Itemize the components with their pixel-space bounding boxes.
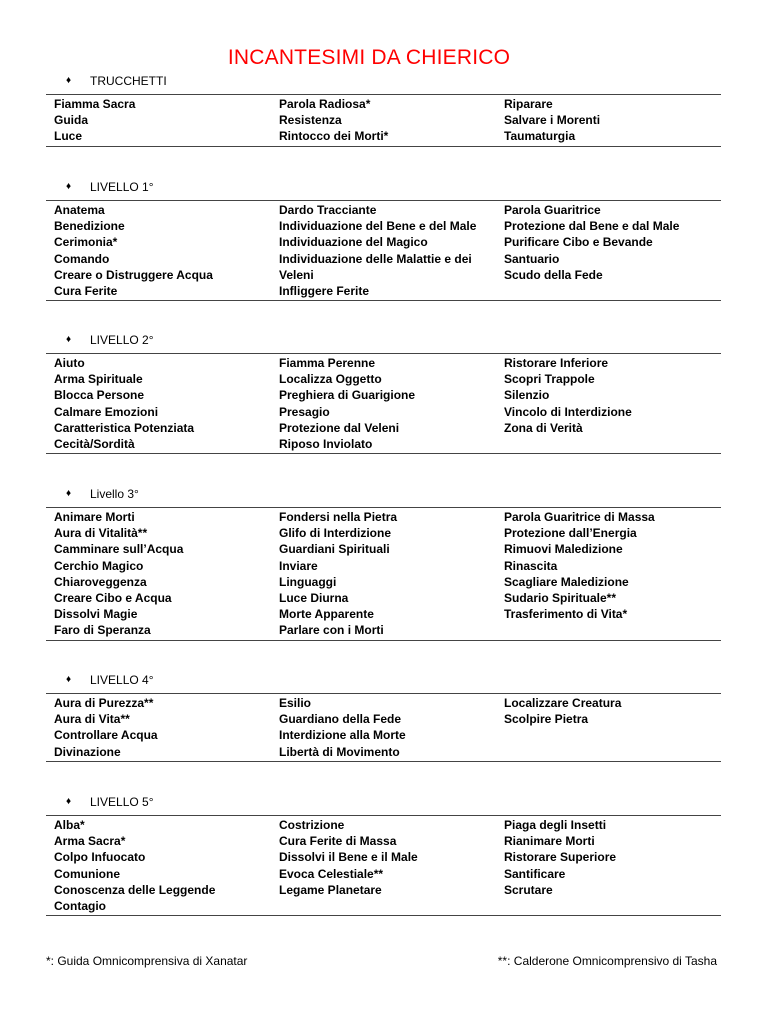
spell-table <box>46 200 721 301</box>
spell-column <box>46 202 271 299</box>
diamond-bullet-icon: ♦ <box>66 181 72 192</box>
spell-name: Vincolo di Interdizione <box>504 404 632 419</box>
spell-name: Taumaturgia <box>504 129 576 144</box>
footnote-xanatar: *: Guida Omnicomprensiva di Xanatar <box>46 954 248 968</box>
spell-name: Arma Sacra* <box>54 834 126 849</box>
spell-name: Scopri Trappole <box>504 372 595 387</box>
spell-name: Dissolvi Magie <box>54 607 138 622</box>
footnote-tasha: **: Calderone Omnicomprensivo di Tasha <box>497 954 717 968</box>
section-heading <box>66 484 721 504</box>
section-livello-3 <box>46 484 721 641</box>
section-heading <box>66 670 721 690</box>
spell-name: Trasferimento di Vita* <box>504 607 628 622</box>
spell-name: Aura di Purezza** <box>54 696 154 710</box>
spell-name: Comando <box>54 251 110 266</box>
spell-name: Alba* <box>54 818 85 832</box>
spell-name: Legame Planetare <box>279 882 382 897</box>
spell-name: Purificare Cibo e Bevande <box>504 235 653 250</box>
spell-name: Zona di Verità <box>504 420 583 435</box>
spell-column <box>46 695 271 760</box>
spell-name: Anatema <box>54 203 105 217</box>
spell-name: Riparare <box>504 97 553 111</box>
spell-name: Controllare Acqua <box>54 728 158 743</box>
spell-column <box>496 509 721 639</box>
spell-column <box>496 817 721 914</box>
spell-name: Creare Cibo e Acqua <box>54 591 172 606</box>
spell-name: Comunione <box>54 866 120 881</box>
spell-column <box>46 509 271 639</box>
spell-name: Rimuovi Maledizione <box>504 542 623 557</box>
section-livello-5 <box>46 792 721 916</box>
spell-name: Luce Diurna <box>279 591 349 606</box>
spell-name: Localizzare Creatura <box>504 696 622 710</box>
spell-name: Protezione dall’Energia <box>504 526 637 541</box>
section-heading-label: Livello 3° <box>90 487 139 501</box>
spell-name: Aura di Vitalità** <box>54 526 148 541</box>
section-heading <box>66 71 721 91</box>
section-heading-label: TRUCCHETTI <box>90 74 167 88</box>
spell-name: Dissolvi il Bene e il Male <box>279 850 418 865</box>
spell-name: Scudo della Fede <box>504 267 603 282</box>
spell-name: Parola Guaritrice <box>504 203 601 217</box>
spell-column <box>271 96 496 145</box>
spell-name: Aura di Vita** <box>54 712 130 727</box>
spell-name: Luce <box>54 129 83 144</box>
section-heading-label: LIVELLO 4° <box>90 673 154 687</box>
spell-name: Contagio <box>54 899 106 914</box>
spell-name: Morte Apparente <box>279 607 374 622</box>
spell-name: Fiamma Perenne <box>279 356 376 370</box>
spell-name: Protezione dal Veleni <box>279 420 400 435</box>
spell-name: Protezione dal Bene e dal Male <box>504 219 680 234</box>
spell-name: Parlare con i Morti <box>279 623 384 638</box>
spell-table <box>46 353 721 454</box>
spell-column <box>496 695 721 760</box>
spell-name: Scagliare Maledizione <box>504 574 629 589</box>
spell-name: Esilio <box>279 696 312 710</box>
spell-name: Cerchio Magico <box>54 558 144 573</box>
spell-name: Resistenza <box>279 113 342 128</box>
section-heading-label: LIVELLO 5° <box>90 795 154 809</box>
spell-name: Guardiani Spirituali <box>279 542 390 557</box>
spell-column <box>271 355 496 452</box>
spell-name: Rintocco dei Morti* <box>279 129 389 144</box>
spell-column <box>271 817 496 914</box>
spell-name: Parola Guaritrice di Massa <box>504 510 655 524</box>
section-livello-2 <box>46 330 721 454</box>
spell-name: Conoscenza delle Leggende <box>54 882 216 897</box>
spell-name: Preghiera di Guarigione <box>279 388 416 403</box>
diamond-bullet-icon: ♦ <box>66 674 72 685</box>
spell-name: Sudario Spirituale** <box>504 591 617 606</box>
spell-name: Glifo di Interdizione <box>279 526 391 541</box>
spell-name: Aiuto <box>54 356 85 370</box>
section-heading-label: LIVELLO 2° <box>90 333 154 347</box>
spell-name: Colpo Infuocato <box>54 850 146 865</box>
spell-name: Individuazione del Bene e del Male <box>279 219 477 234</box>
spell-name: Interdizione alla Morte <box>279 728 406 743</box>
spell-name: Divinazione <box>54 744 121 759</box>
spell-name: Dardo Tracciante <box>279 203 377 217</box>
spell-name: Guardiano della Fede <box>279 712 402 727</box>
section-heading <box>66 792 721 812</box>
spell-name: Ristorare Superiore <box>504 850 617 865</box>
section-livello-4 <box>46 670 721 762</box>
spell-name: Fiamma Sacra <box>54 97 136 111</box>
diamond-bullet-icon: ♦ <box>66 796 72 807</box>
spell-column <box>496 355 721 452</box>
diamond-bullet-icon: ♦ <box>66 334 72 345</box>
section-heading-label: LIVELLO 1° <box>90 180 154 194</box>
spell-name: Infliggere Ferite <box>279 284 370 299</box>
spell-name: Libertà di Movimento <box>279 744 400 759</box>
page-title: INCANTESIMI DA CHIERICO <box>227 46 511 69</box>
section-trucchetti <box>46 71 721 147</box>
spell-column <box>271 509 496 639</box>
spell-table <box>46 507 721 641</box>
spell-column <box>271 202 496 299</box>
spell-name: Salvare i Morenti <box>504 113 601 128</box>
spell-name: Silenzio <box>504 388 550 403</box>
spell-name: Faro di Speranza <box>54 623 151 638</box>
spell-name: Cecità/Sordità <box>54 437 135 452</box>
spell-column <box>46 817 271 914</box>
spell-name: Individuazione delle Malattie e dei Veleni <box>279 251 472 282</box>
spell-name: Riposo Inviolato <box>279 437 373 452</box>
spell-name: Evoca Celestiale** <box>279 866 384 881</box>
spell-name: Chiaroveggenza <box>54 574 147 589</box>
spell-column <box>496 202 721 299</box>
spell-name: Fondersi nella Pietra <box>279 510 398 524</box>
spell-name: Creare o Distruggere Acqua <box>54 267 213 282</box>
diamond-bullet-icon: ♦ <box>66 75 72 86</box>
spell-name: Calmare Emozioni <box>54 404 159 419</box>
spell-column <box>46 355 271 452</box>
spell-name: Arma Spirituale <box>54 372 143 387</box>
spell-name: Individuazione del Magico <box>279 235 428 250</box>
spell-name: Camminare sull’Acqua <box>54 542 184 557</box>
spell-name: Parola Radiosa* <box>279 97 371 111</box>
spell-table <box>46 94 721 147</box>
spell-name: Santificare <box>504 866 566 881</box>
spell-name: Cerimonia* <box>54 235 118 250</box>
section-heading <box>66 330 721 350</box>
diamond-bullet-icon: ♦ <box>66 488 72 499</box>
spell-name: Rianimare Morti <box>504 834 595 849</box>
spell-name: Cura Ferite di Massa <box>279 834 397 849</box>
section-heading <box>66 177 721 197</box>
section-livello-1 <box>46 177 721 301</box>
spell-name: Ristorare Inferiore <box>504 356 609 370</box>
spell-column <box>46 96 271 145</box>
spell-name: Rinascita <box>504 558 558 573</box>
spell-name: Piaga degli Insetti <box>504 818 607 832</box>
spell-name: Blocca Persone <box>54 388 145 403</box>
spell-name: Scrutare <box>504 882 553 897</box>
spell-name: Linguaggi <box>279 574 337 589</box>
spell-column <box>271 695 496 760</box>
spell-table <box>46 693 721 762</box>
spell-name: Santuario <box>504 251 560 266</box>
spell-name: Scolpire Pietra <box>504 712 589 727</box>
spell-name: Animare Morti <box>54 510 135 524</box>
spell-name: Cura Ferite <box>54 284 118 299</box>
spell-name: Benedizione <box>54 219 125 234</box>
spell-name: Caratteristica Potenziata <box>54 420 195 435</box>
spell-table <box>46 815 721 916</box>
spell-column <box>496 96 721 145</box>
spell-name: Costrizione <box>279 818 345 832</box>
spell-name: Guida <box>54 113 89 128</box>
spell-name: Inviare <box>279 558 318 573</box>
spell-name: Localizza Oggetto <box>279 372 382 387</box>
spell-name: Presagio <box>279 404 330 419</box>
